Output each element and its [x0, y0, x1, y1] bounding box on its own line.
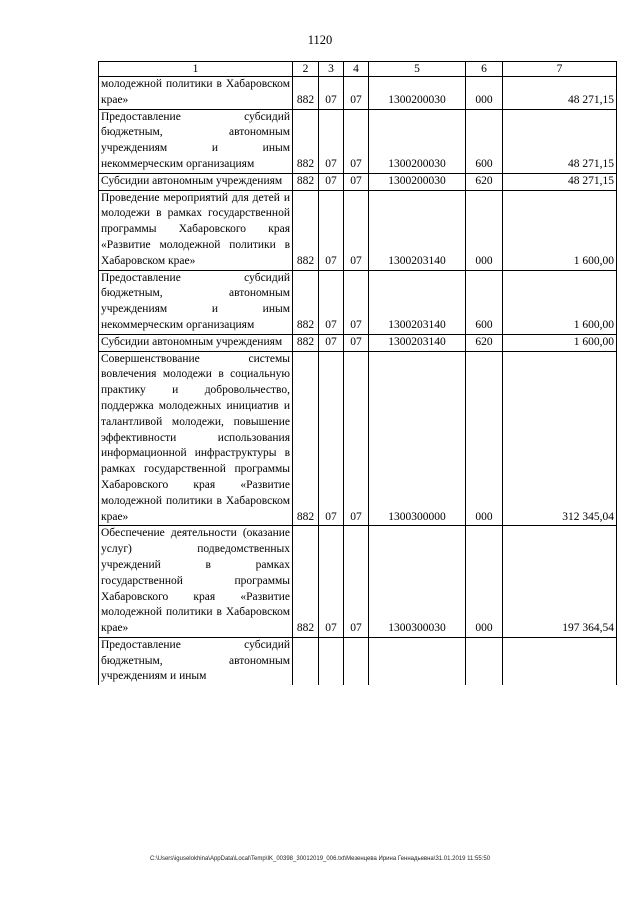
subsection-code: 07: [344, 77, 369, 110]
subsection-code: 07: [344, 173, 369, 190]
ministry-code: 882: [293, 351, 319, 526]
column-header: 4: [344, 62, 369, 77]
section-code: 07: [319, 270, 344, 334]
subsection-code: 07: [344, 351, 369, 526]
ministry-code: 882: [293, 270, 319, 334]
column-header: 2: [293, 62, 319, 77]
amount: 312 345,04: [503, 351, 617, 526]
table-row: [99, 526, 617, 638]
section-code: 07: [319, 173, 344, 190]
expense-type-code: 600: [466, 270, 503, 334]
amount: 48 271,15: [503, 109, 617, 173]
subsection-code: [344, 637, 369, 685]
section-code: 07: [319, 77, 344, 110]
expense-type-code: 620: [466, 173, 503, 190]
ministry-code: 882: [293, 526, 319, 638]
table-row: [99, 190, 617, 270]
ministry-code: 882: [293, 77, 319, 110]
expense-type-code: 000: [466, 351, 503, 526]
target-article-code: 1300203140: [369, 334, 466, 351]
column-header: 7: [503, 62, 617, 77]
row-description: Субсидии автономным учреждениям: [99, 334, 293, 351]
amount: [503, 637, 617, 685]
amount: 1 600,00: [503, 190, 617, 270]
column-header: 3: [319, 62, 344, 77]
table-row: [99, 637, 617, 685]
amount: 48 271,15: [503, 173, 617, 190]
subsection-code: 07: [344, 190, 369, 270]
target-article-code: [369, 637, 466, 685]
table-row: [99, 270, 617, 334]
amount: 48 271,15: [503, 77, 617, 110]
ministry-code: 882: [293, 173, 319, 190]
section-code: 07: [319, 526, 344, 638]
expense-type-code: 620: [466, 334, 503, 351]
row-description: Совершенствование системы вовлечения молодежи в социальную практику и добровольчество, поддержка молодежных инициатив и талантливой молодежи, повышение эффективности использования информационной инфраструктуры в рамках государственной программы Хабаровского края «Развитие молодежной политики в Хабаровском крае»: [99, 351, 293, 526]
ministry-code: 882: [293, 190, 319, 270]
target-article-code: 1300200030: [369, 173, 466, 190]
target-article-code: 1300203140: [369, 270, 466, 334]
target-article-code: 1300200030: [369, 109, 466, 173]
page-number: 1120: [307, 33, 333, 47]
subsection-code: 07: [344, 526, 369, 638]
expense-type-code: 000: [466, 77, 503, 110]
row-description: Проведение мероприятий для детей и молодежи в рамках государственной программы Хабаровского края «Развитие молодежной политики в Хабаровском крае»: [99, 190, 293, 270]
expense-type-code: 000: [466, 190, 503, 270]
table-row: [99, 173, 617, 190]
document-footer-path: C:\Users\iguselokhina\AppData\Local\Temp\IK_00398_30012019_006.txt\Мезенцева Ирина Геннадьевна\31.01.2019 11:55:50: [149, 856, 491, 862]
row-description: Предоставление субсидий бюджетным, автономным учреждениям и иным: [99, 637, 293, 685]
ministry-code: [293, 637, 319, 685]
row-description: Субсидии автономным учреждениям: [99, 173, 293, 190]
row-description: Предоставление субсидий бюджетным, автономным учреждениям и иным некоммерческим организациям: [99, 109, 293, 173]
subsection-code: 07: [344, 334, 369, 351]
ministry-code: 882: [293, 334, 319, 351]
target-article-code: 1300300030: [369, 526, 466, 638]
table-header-row: [99, 62, 617, 77]
table-row: [99, 109, 617, 173]
section-code: 07: [319, 351, 344, 526]
target-article-code: 1300203140: [369, 190, 466, 270]
row-description: Обеспечение деятельности (оказание услуг) подведомственных учреждений в рамках государственной программы Хабаровского края «Развитие молодежной политики в Хабаровском крае»: [99, 526, 293, 638]
column-header: 1: [99, 62, 293, 77]
section-code: [319, 637, 344, 685]
section-code: 07: [319, 109, 344, 173]
section-code: 07: [319, 334, 344, 351]
expense-type-code: [466, 637, 503, 685]
amount: 1 600,00: [503, 270, 617, 334]
target-article-code: 1300200030: [369, 77, 466, 110]
row-description: Предоставление субсидий бюджетным, автономным учреждениям и иным некоммерческим организациям: [99, 270, 293, 334]
table-row: [99, 77, 617, 110]
table-row: [99, 334, 617, 351]
section-code: 07: [319, 190, 344, 270]
subsection-code: 07: [344, 109, 369, 173]
expense-type-code: 000: [466, 526, 503, 638]
row-description: молодежной политики в Хабаровском крае»: [99, 77, 293, 110]
amount: 1 600,00: [503, 334, 617, 351]
budget-table: [98, 61, 617, 685]
column-header: 6: [466, 62, 503, 77]
ministry-code: 882: [293, 109, 319, 173]
expense-type-code: 600: [466, 109, 503, 173]
amount: 197 364,54: [503, 526, 617, 638]
table-row: [99, 351, 617, 526]
column-header: 5: [369, 62, 466, 77]
target-article-code: 1300300000: [369, 351, 466, 526]
subsection-code: 07: [344, 270, 369, 334]
